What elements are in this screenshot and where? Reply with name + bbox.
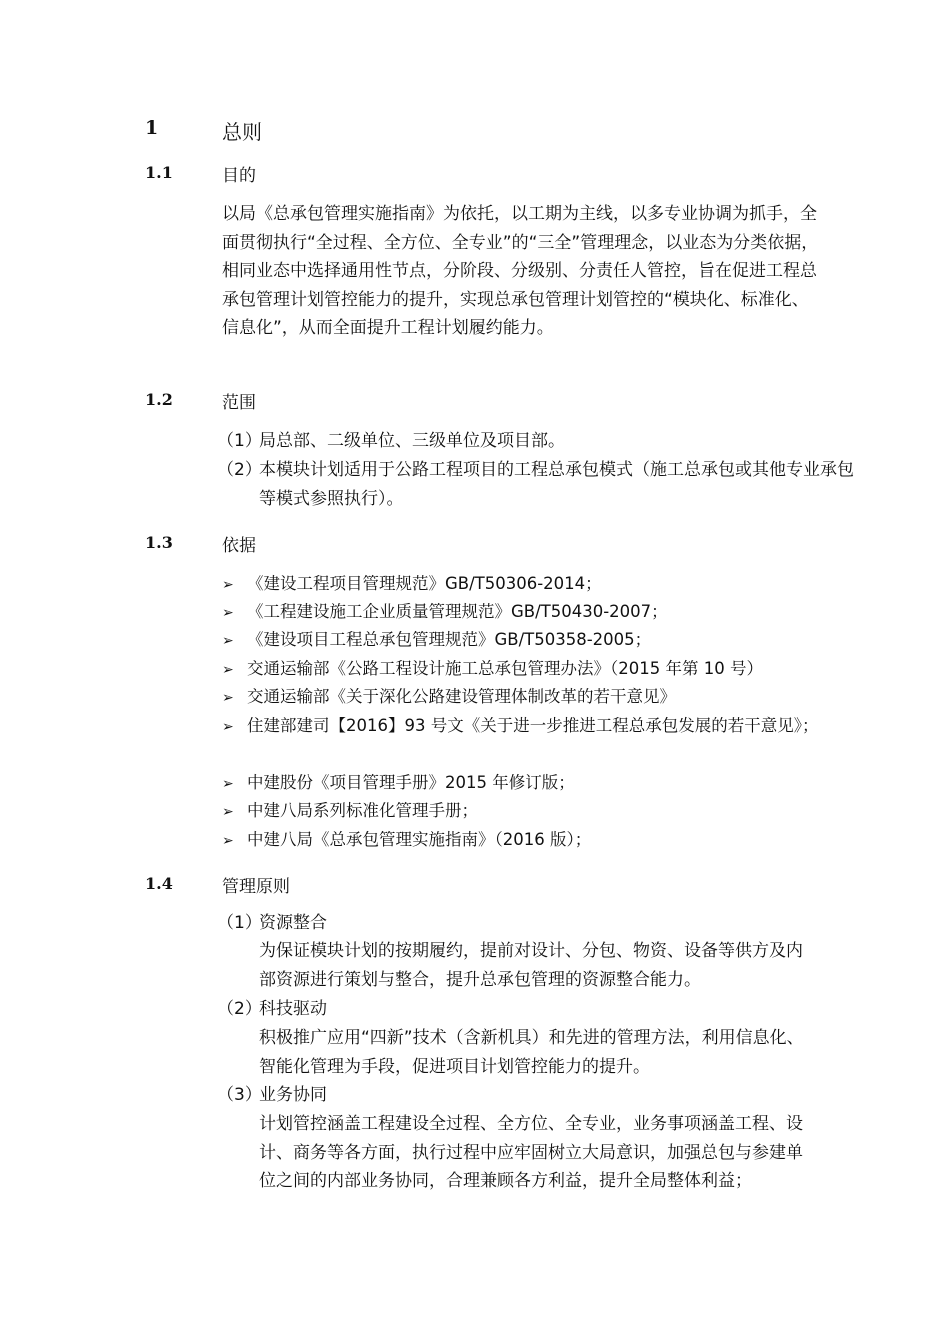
principle-title: 资源整合 (259, 913, 327, 933)
bullet-text: 《工程建设施工企业质量管理规范》GB/T50430-2007； (247, 602, 668, 621)
arrow-bullet-icon: ➢ (222, 719, 234, 735)
item-text: 本模块计划适用于公路工程项目的工程总承包模式（施工总承包或其他专业承包等模式参照执行）。 (259, 460, 854, 509)
arrow-bullet-icon: ➢ (222, 633, 234, 649)
bullet-text: 交通运输部《关于深化公路建设管理体制改革的若干意见》 (247, 687, 676, 706)
subsection-title: 管理原则 (222, 877, 290, 897)
section-number: 1 (145, 117, 159, 139)
principle-title: 科技驱动 (259, 999, 327, 1019)
bullet-text: 《建设项目工程总承包管理规范》GB/T50358-2005； (247, 630, 652, 649)
basis-bullet (222, 598, 857, 627)
arrow-bullet-icon: ➢ (222, 690, 234, 706)
arrow-bullet-icon: ➢ (222, 605, 234, 621)
principle-text: 积极推广应用“四新”技术（含新机具）和先进的管理方法，利用信息化、智能化管理为手段，促进项目计划管控能力的提升。 (259, 1028, 804, 1077)
item-marker: （2） (217, 999, 262, 1019)
subsection-title: 目的 (222, 166, 256, 186)
bullet-text: 住建部建司【2016】93 号文《关于进一步推进工程总承包发展的若干意见》； (247, 716, 819, 735)
principle-heading (217, 1081, 327, 1110)
principle-text: 为保证模块计划的按期履约，提前对设计、分包、物资、设备等供方及内部资源进行策划与整合，提升总承包管理的资源整合能力。 (259, 941, 803, 990)
subsection-number: 1.2 (145, 390, 173, 409)
purpose-paragraph: 以局《总承包管理实施指南》为依托，以工期为主线，以多专业协调为抓手，全面贯彻执行“全过程、全方位、全专业”的“三全”管理理念，以业态为分类依据，相同业态中选择通用性节点，分阶段、分级别、分责任人管控，旨在促进工程总承包管理计划管控能力的提升，实现总承包管理计划管控的“模块化、标准化、信息化”，从而全面提升工程计划履约能力。 (222, 204, 819, 338)
principle-title: 业务协同 (259, 1085, 327, 1105)
scope-item (217, 456, 864, 513)
principle-heading (217, 909, 327, 938)
basis-bullet (222, 769, 857, 798)
scope-item (217, 427, 864, 456)
basis-bullet (222, 626, 857, 655)
section-title: 总则 (222, 120, 262, 144)
basis-bullet (222, 655, 857, 684)
subsection-title: 依据 (222, 536, 256, 556)
arrow-bullet-icon: ➢ (222, 804, 234, 820)
bullet-text: 中建八局系列标准化管理手册； (247, 801, 478, 820)
arrow-bullet-icon: ➢ (222, 833, 234, 849)
basis-bullet (222, 570, 857, 599)
arrow-bullet-icon: ➢ (222, 776, 234, 792)
item-text: 局总部、二级单位、三级单位及项目部。 (259, 431, 565, 451)
subsection-number: 1.4 (145, 874, 173, 893)
arrow-bullet-icon: ➢ (222, 662, 234, 678)
subsection-number: 1.3 (145, 533, 173, 552)
basis-bullet (222, 826, 857, 855)
basis-bullet (222, 712, 857, 741)
basis-bullet (222, 683, 857, 712)
principle-heading (217, 995, 327, 1024)
bullet-text: 交通运输部《公路工程设计施工总承包管理办法》（2015 年第 10 号） (247, 659, 763, 678)
arrow-bullet-icon: ➢ (222, 577, 234, 593)
subsection-number: 1.1 (145, 163, 173, 182)
item-marker: （2） (217, 460, 262, 480)
bullet-text: 《建设工程项目管理规范》GB/T50306-2014； (247, 574, 602, 593)
bullet-text: 中建八局《总承包管理实施指南》（2016 版）； (247, 830, 592, 849)
bullet-text: 中建股份《项目管理手册》2015 年修订版； (247, 773, 575, 792)
basis-bullet (222, 797, 857, 826)
principle-text: 计划管控涵盖工程建设全过程、全方位、全专业，业务事项涵盖工程、设计、商务等各方面，执行过程中应牢固树立大局意识，加强总包与参建单位之间的内部业务协同，合理兼顾各方利益，提升全局整体利益； (259, 1114, 803, 1191)
item-marker: （1） (217, 431, 262, 451)
subsection-title: 范围 (222, 393, 256, 413)
item-marker: （1） (217, 913, 262, 933)
item-marker: （3） (217, 1085, 262, 1105)
